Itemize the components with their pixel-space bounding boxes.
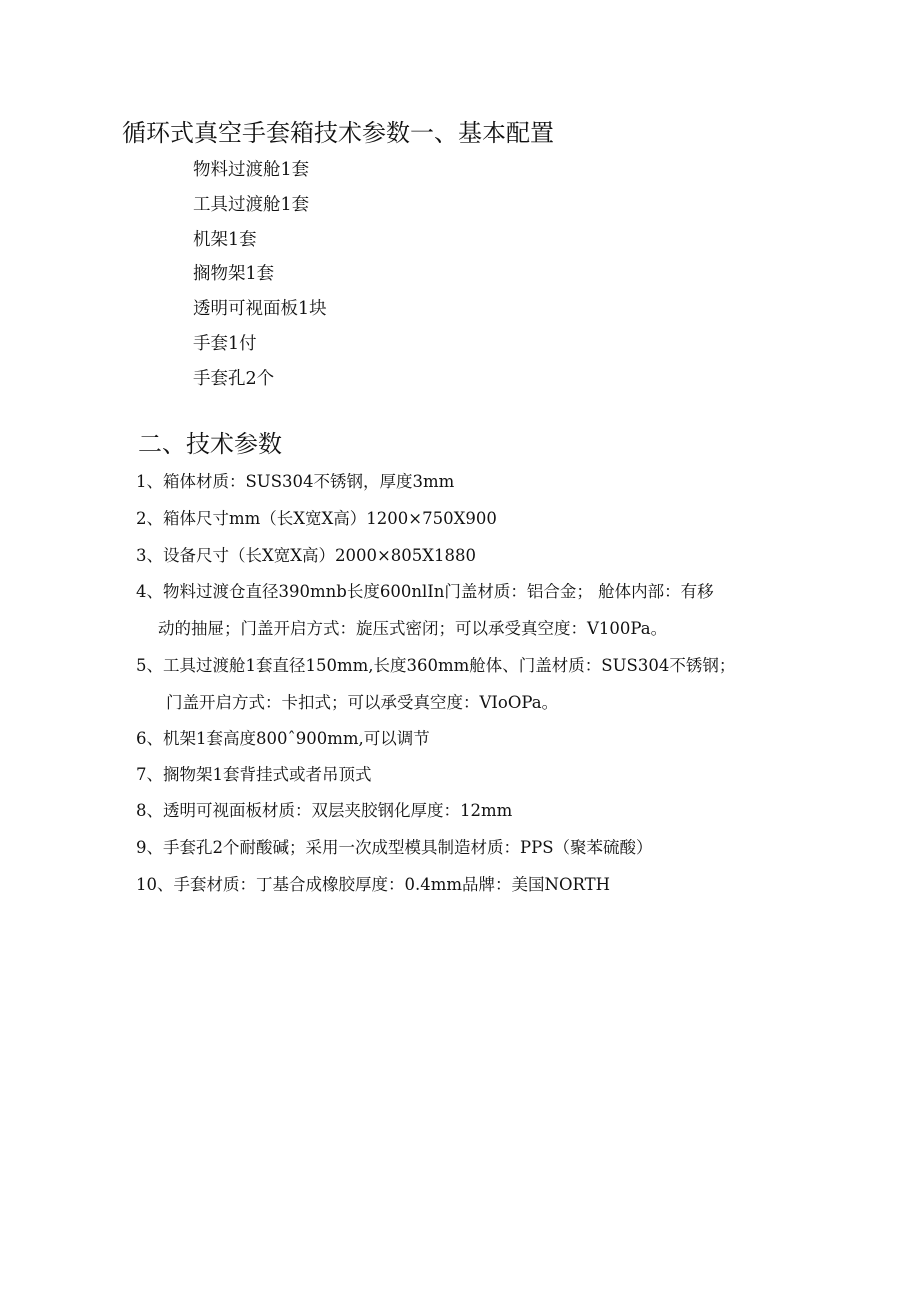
param-item-3: 3、设备尺寸（长X宽X高）2000×805X1880 bbox=[136, 546, 477, 565]
config-item: 机架1套 bbox=[193, 229, 257, 250]
param-item-9: 9、手套孔2个耐酸碱；采用一次成型模具制造材质：PPS（聚苯硫酸） bbox=[136, 838, 653, 857]
param-item-10: 10、手套材质：丁基合成橡胶厚度：0.4mm品牌：美国NORTH bbox=[136, 875, 611, 894]
param-item-4-line1: 4、物料过渡仓直径390mnb长度600nlIn门盖材质：铝合金； 舱体内部：有移 bbox=[136, 582, 714, 601]
section-heading-technical-params: 二、技术参数 bbox=[138, 430, 282, 458]
param-item-7: 7、搁物架1套背挂式或者吊顶式 bbox=[136, 765, 372, 784]
param-item-5-line1: 5、工具过渡舱1套直径150mm,长度360mm舱体、门盖材质：SUS304不锈钢； bbox=[136, 656, 736, 675]
basic-config-list bbox=[193, 157, 327, 401]
config-item: 搁物架1套 bbox=[193, 264, 275, 285]
config-item: 手套1付 bbox=[193, 333, 257, 354]
param-item-8: 8、透明可视面板材质：双层夹胶钢化厚度：12mm bbox=[136, 801, 513, 820]
config-item: 物料过渡舱1套 bbox=[193, 160, 310, 180]
param-item-2: 2、箱体尺寸mm（长X宽X高）1200×750X900 bbox=[136, 509, 497, 528]
config-item: 手套孔2个 bbox=[193, 368, 275, 389]
param-item-4-line2: 动的抽屉；门盖开启方式：旋压式密闭；可以承受真空度：V100Pa。 bbox=[158, 619, 668, 638]
param-item-5-line2: 门盖开启方式：卡扣式；可以承受真空度：VIoOPa。 bbox=[166, 693, 559, 712]
param-item-1: 1、箱体材质：SUS304不锈钢，厚度3mm bbox=[136, 472, 455, 491]
config-item: 透明可视面板1块 bbox=[193, 299, 327, 320]
param-item-6: 6、机架1套高度800ˆ900mm,可以调节 bbox=[136, 729, 430, 748]
param-item-4 bbox=[136, 580, 714, 641]
document-title: 循环式真空手套箱技术参数一、基本配置 bbox=[122, 119, 554, 147]
config-item: 工具过渡舱1套 bbox=[193, 194, 310, 215]
param-item-5 bbox=[136, 654, 735, 715]
